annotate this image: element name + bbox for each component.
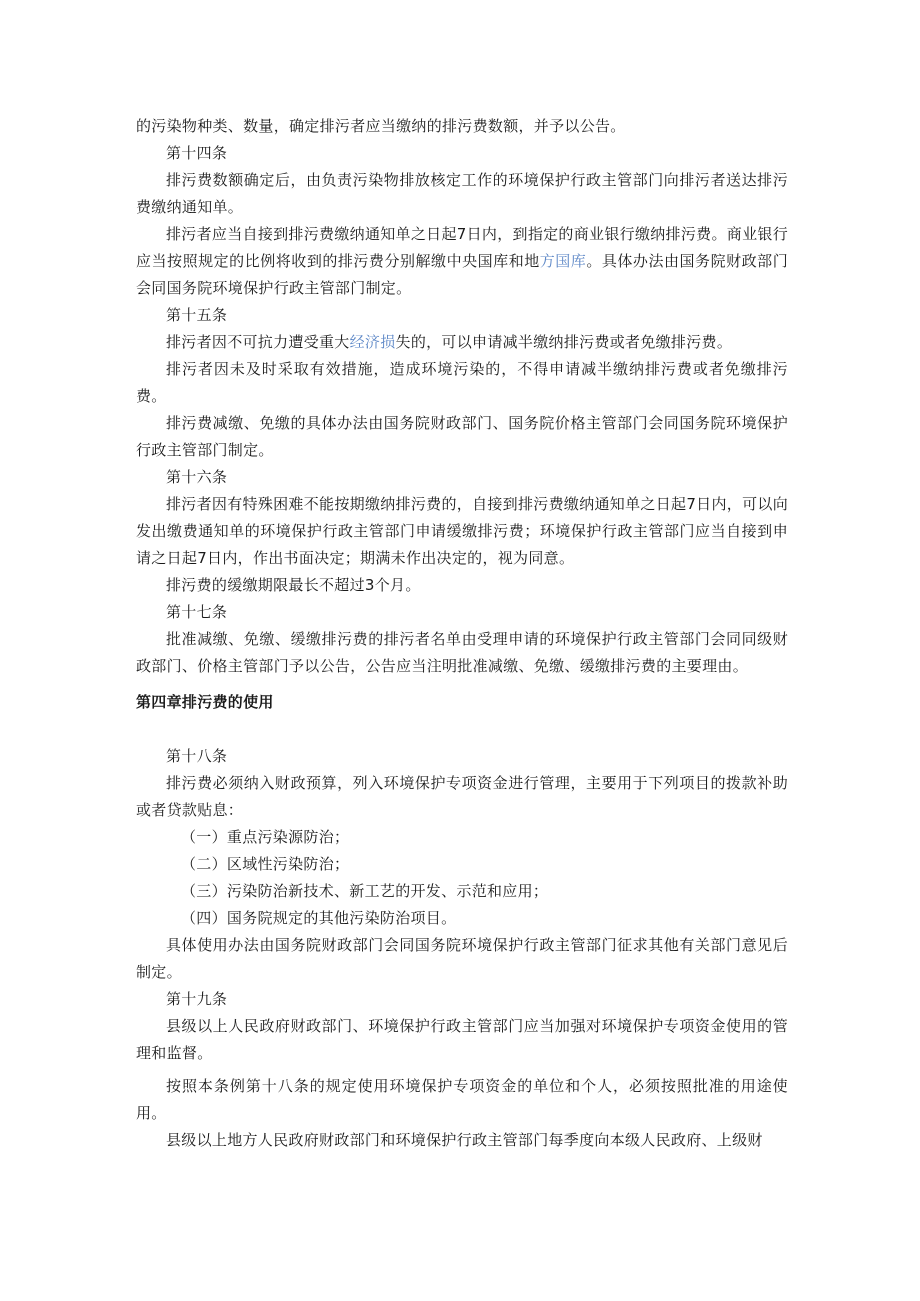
article-15-paragraph-3: 排污费减缴、免缴的具体办法由国务院财政部门、国务院价格主管部门会同国务院环境保护行政主管部门制定。: [136, 414, 788, 459]
article-15-paragraph-1: [136, 329, 788, 356]
article-18-item-4: （四）国务院规定的其他污染防治项目。: [181, 909, 457, 927]
document-body: [136, 113, 788, 1154]
article-18-title: 第十八条: [166, 747, 228, 765]
article-14-paragraph-2-text-b: 。具体办法由国务院财政部门会同国务院环境保护行政主管部门制定。: [136, 252, 788, 297]
article-16-title: 第十六条: [166, 468, 228, 486]
article-18-paragraph-1: 排污费必须纳入财政预算，列入环境保护专项资金进行管理，主要用于下列项目的拨款补助或者贷款贴息：: [136, 774, 788, 819]
article-15-paragraph-1-text-a: 排污者因不可抗力遭受重大: [166, 333, 350, 351]
article-16-paragraph-2: 排污费的缓缴期限最长不超过3个月。: [166, 576, 421, 594]
article-14-paragraph-1: 排污费数额确定后，由负责污染物排放核定工作的环境保护行政主管部门向排污者送达排污费缴纳通知单。: [136, 171, 788, 216]
article-18-paragraph-2: 具体使用办法由国务院财政部门会同国务院环境保护行政主管部门征求其他有关部门意见后制定。: [136, 936, 788, 981]
article-17-title: 第十七条: [166, 603, 228, 621]
article-19-title: 第十九条: [166, 990, 228, 1008]
link-local-treasury[interactable]: 方国库: [539, 252, 587, 270]
article-14-title: 第十四条: [166, 144, 228, 162]
article-17-paragraph-1: 批准减缴、免缴、缓缴排污费的排污者名单由受理申请的环境保护行政主管部门会同同级财政部门、价格主管部门予以公告，公告应当注明批准减缴、免缴、缓缴排污费的主要理由。: [136, 630, 788, 675]
article-19-paragraph-1: 县级以上人民政府财政部门、环境保护行政主管部门应当加强对环境保护专项资金使用的管理和监督。: [136, 1017, 788, 1062]
chapter-4-heading: 第四章排污费的使用: [136, 693, 274, 711]
article-14-paragraph-2: [136, 221, 788, 302]
article-18-item-1: （一）重点污染源防治；: [181, 828, 350, 846]
article-16-paragraph-1: 排污者因有特殊困难不能按期缴纳排污费的，自接到排污费缴纳通知单之日起7日内，可以向发出缴费通知单的环境保护行政主管部门申请缓缴排污费；环境保护行政主管部门应当自接到申请之日起7日内，作出书面决定；期满未作出决定的，视为同意。: [136, 495, 788, 567]
article-15-paragraph-2: 排污者因未及时采取有效措施，造成环境污染的，不得申请减半缴纳排污费或者免缴排污费。: [136, 360, 788, 405]
article-19-paragraph-2: 按照本条例第十八条的规定使用环境保护专项资金的单位和个人，必须按照批准的用途使用。: [136, 1077, 788, 1122]
article-15-paragraph-1-text-b: 失的，可以申请减半缴纳排污费或者免缴排污费。: [395, 333, 733, 351]
paragraph-continuation: 的污染物种类、数量，确定排污者应当缴纳的排污费数额，并予以公告。: [136, 117, 626, 135]
article-19-paragraph-3: 县级以上地方人民政府财政部门和环境保护行政主管部门每季度向本级人民政府、上级财: [166, 1131, 763, 1149]
article-14-paragraph-2-text-a: 排污者应当自接到排污费缴纳通知单之日起7日内，到指定的商业银行缴纳排污费。商业银行应当按照规定的比例将收到的排污费分别解缴中央国库和地: [136, 225, 788, 270]
article-15-title: 第十五条: [166, 306, 228, 324]
article-18-item-2: （二）区域性污染防治；: [181, 855, 350, 873]
link-economic-loss[interactable]: 经济损: [349, 333, 396, 351]
article-18-item-3: （三）污染防治新技术、新工艺的开发、示范和应用；: [181, 882, 549, 900]
